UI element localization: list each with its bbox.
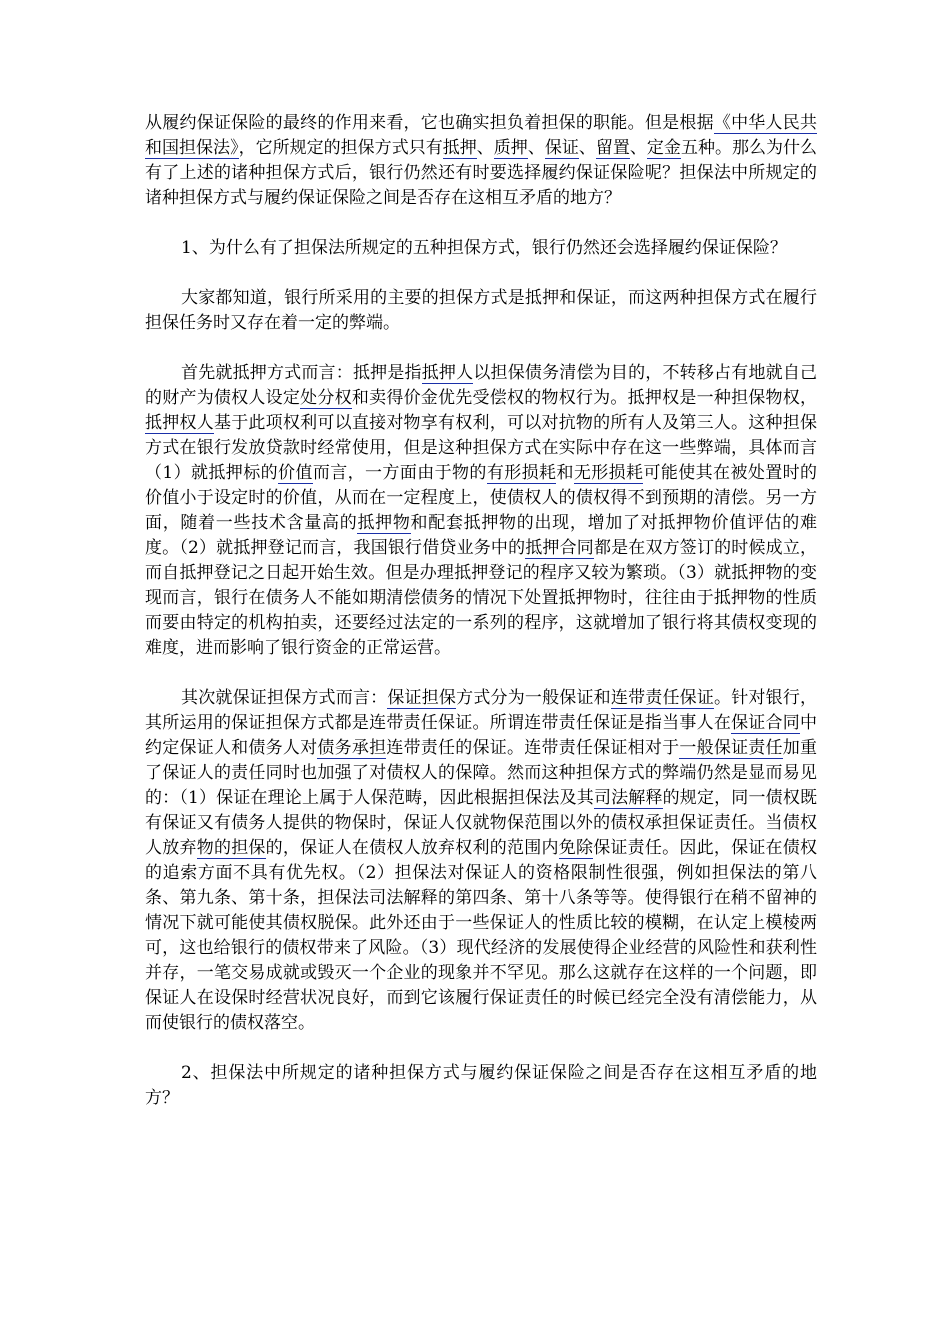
- paragraph-text: 、: [629, 138, 647, 158]
- term-link[interactable]: 保证合同: [731, 713, 801, 733]
- paragraph-text: 连带责任的保证。连带责任保证相对于: [386, 738, 680, 758]
- term-link[interactable]: 保证担保: [387, 688, 457, 708]
- paragraph: [145, 361, 817, 661]
- term-link[interactable]: 留置: [595, 138, 630, 158]
- term-link[interactable]: 物的担保: [196, 838, 266, 858]
- term-link[interactable]: 无形损耗: [573, 463, 644, 483]
- paragraph-text: 大家都知道，银行所采用的主要的担保方式是抵押和保证，而这两种担保方式在履行担保任务时又存在着一定的弊端。: [145, 288, 817, 333]
- paragraph-text: 2、担保法中所规定的诸种担保方式与履约保证保险之间是否存在这相互矛盾的地方？: [145, 1063, 817, 1108]
- term-link[interactable]: 质押: [493, 138, 528, 158]
- term-link[interactable]: 抵押合同: [525, 538, 594, 558]
- paragraph-text: 1、为什么有了担保法所规定的五种担保方式，银行仍然还会选择履约保证保险？: [181, 238, 787, 258]
- paragraph-text: 以担保债务清偿为目的，不转移占有地就自己的财产为债权人设定: [145, 363, 818, 408]
- paragraph-text: 而言，一方面由于物的: [312, 463, 487, 483]
- paragraph: [145, 286, 817, 336]
- paragraph: [145, 236, 817, 261]
- term-link[interactable]: 抵押人: [421, 363, 474, 383]
- paragraph-text: 和配套抵押物的出现，增加了对抵押物价值评估的难度。（2）就抵押登记而言，我国银行借贷业务中的: [145, 513, 818, 558]
- paragraph-text: 从履约保证保险的最终的作用来看，它也确实担负着担保的职能。但是根据: [145, 113, 714, 133]
- term-link[interactable]: 保证: [544, 138, 579, 158]
- term-link[interactable]: 债务承担: [317, 738, 387, 758]
- paragraph-text: 中约定保证人和债务人对: [145, 713, 818, 758]
- paragraph-text: 、: [578, 138, 596, 158]
- term-link[interactable]: 处分权: [300, 388, 352, 408]
- paragraph: [145, 111, 817, 211]
- paragraph-text: 的规定，同一债权既有保证又有债务人提供的物保时，保证人仅就物保范围以外的债权承担保证责任。当债权人放弃: [145, 788, 817, 858]
- term-link[interactable]: 《中华人民共和国担保法》: [145, 113, 818, 158]
- paragraph-text: 都是在双方签订的时候成立，而自抵押登记之日起开始生效。但是办理抵押登记的程序又较为繁琐。（3）就抵押物的变现而言，银行在债务人不能如期清偿债务的情况下处置抵押物时，往往由于抵押物的性质而要由特定的机构拍卖，还要经过法定的一系列的程序，这就增加了银行将其债权变现的难度，进而影响了银行资金的正常运营。: [145, 538, 817, 658]
- paragraph-text: 和卖得价金优先受偿权的物权行为。抵押权是一种担保物权，: [351, 388, 818, 408]
- term-link[interactable]: 定金: [646, 138, 681, 158]
- term-link[interactable]: 抵押权人: [145, 413, 214, 433]
- paragraph-text: 。针对银行，其所运用的保证担保方式都是连带责任保证。所谓连带责任保证是指当事人在: [145, 688, 818, 733]
- paragraph-text: 方式分为一般保证和: [456, 688, 611, 708]
- paragraph-text: 和: [556, 463, 574, 483]
- term-link[interactable]: 司法解释: [593, 788, 663, 808]
- paragraph-text: 加重了保证人的责任同时也加强了对债权人的保障。然而这种担保方式的弊端仍然是显而易见的：（1）保证在理论上属于人保范畴，因此根据担保法及其: [145, 738, 818, 808]
- paragraph-text: 其次就保证担保方式而言：: [181, 688, 388, 708]
- paragraph-text: 可能使其在被处置时的价值小于设定时的价值，从而在一定程度上，使债权人的债权得不到预期的清偿。另一方面，随着一些技术含量高的: [145, 463, 818, 533]
- term-link[interactable]: 抵押: [442, 138, 477, 158]
- paragraph-text: 保证责任。因此，保证在债权的追索方面不具有优先权。（2）担保法对保证人的资格限制性很强，例如担保法的第八条、第九条、第十条，担保法司法解释的第四条、第十八条等等。使得银行在稍不留神的情况下就可能使其债权脱保。此外还由于一些保证人的性质比较的模糊，在认定上模棱两可，这也给银行的债权带来了风险。（3）现代经济的发展使得企业经营的风险性和获利性并存，一笔交易成就或毁灭一个企业的现象并不罕见。那么这就存在这样的一个问题，即保证人在设保时经营状况良好，而到它该履行保证责任的时候已经完全没有清偿能力，从而使银行的债权落空。: [145, 838, 818, 1033]
- paragraph-text: 、: [527, 138, 545, 158]
- paragraph-text: 首先就抵押方式而言：抵押是指: [181, 363, 422, 383]
- paragraph: [145, 686, 817, 1036]
- paragraph-text: 基于此项权利可以直接对物享有权利，可以对抗物的所有人及第三人。这种担保方式在银行发放贷款时经常使用，但是这种担保方式在实际中存在这一些弊端，具体而言（1）就抵押标的: [145, 413, 818, 483]
- document-body: [145, 111, 817, 1111]
- term-link[interactable]: 有形损耗: [486, 463, 557, 483]
- paragraph: [145, 1061, 817, 1111]
- paragraph-text: 、: [476, 138, 494, 158]
- term-link[interactable]: 价值: [278, 463, 313, 483]
- paragraph-text: ，它所规定的担保方式只有: [238, 138, 443, 158]
- paragraph-text: 五种。那么为什么有了上述的诸种担保方式后，银行仍然还有时要选择履约保证保险呢？担保法中所规定的诸种担保方式与履约保证保险之间是否存在这相互矛盾的地方？: [145, 138, 818, 208]
- term-link[interactable]: 连带责任保证: [610, 688, 715, 708]
- term-link[interactable]: 抵押物: [357, 513, 411, 533]
- term-link[interactable]: 免除: [558, 838, 594, 858]
- term-link[interactable]: 一般保证责任: [679, 738, 783, 758]
- paragraph-text: 的，保证人在债权人放弃权利的范围内: [265, 838, 559, 858]
